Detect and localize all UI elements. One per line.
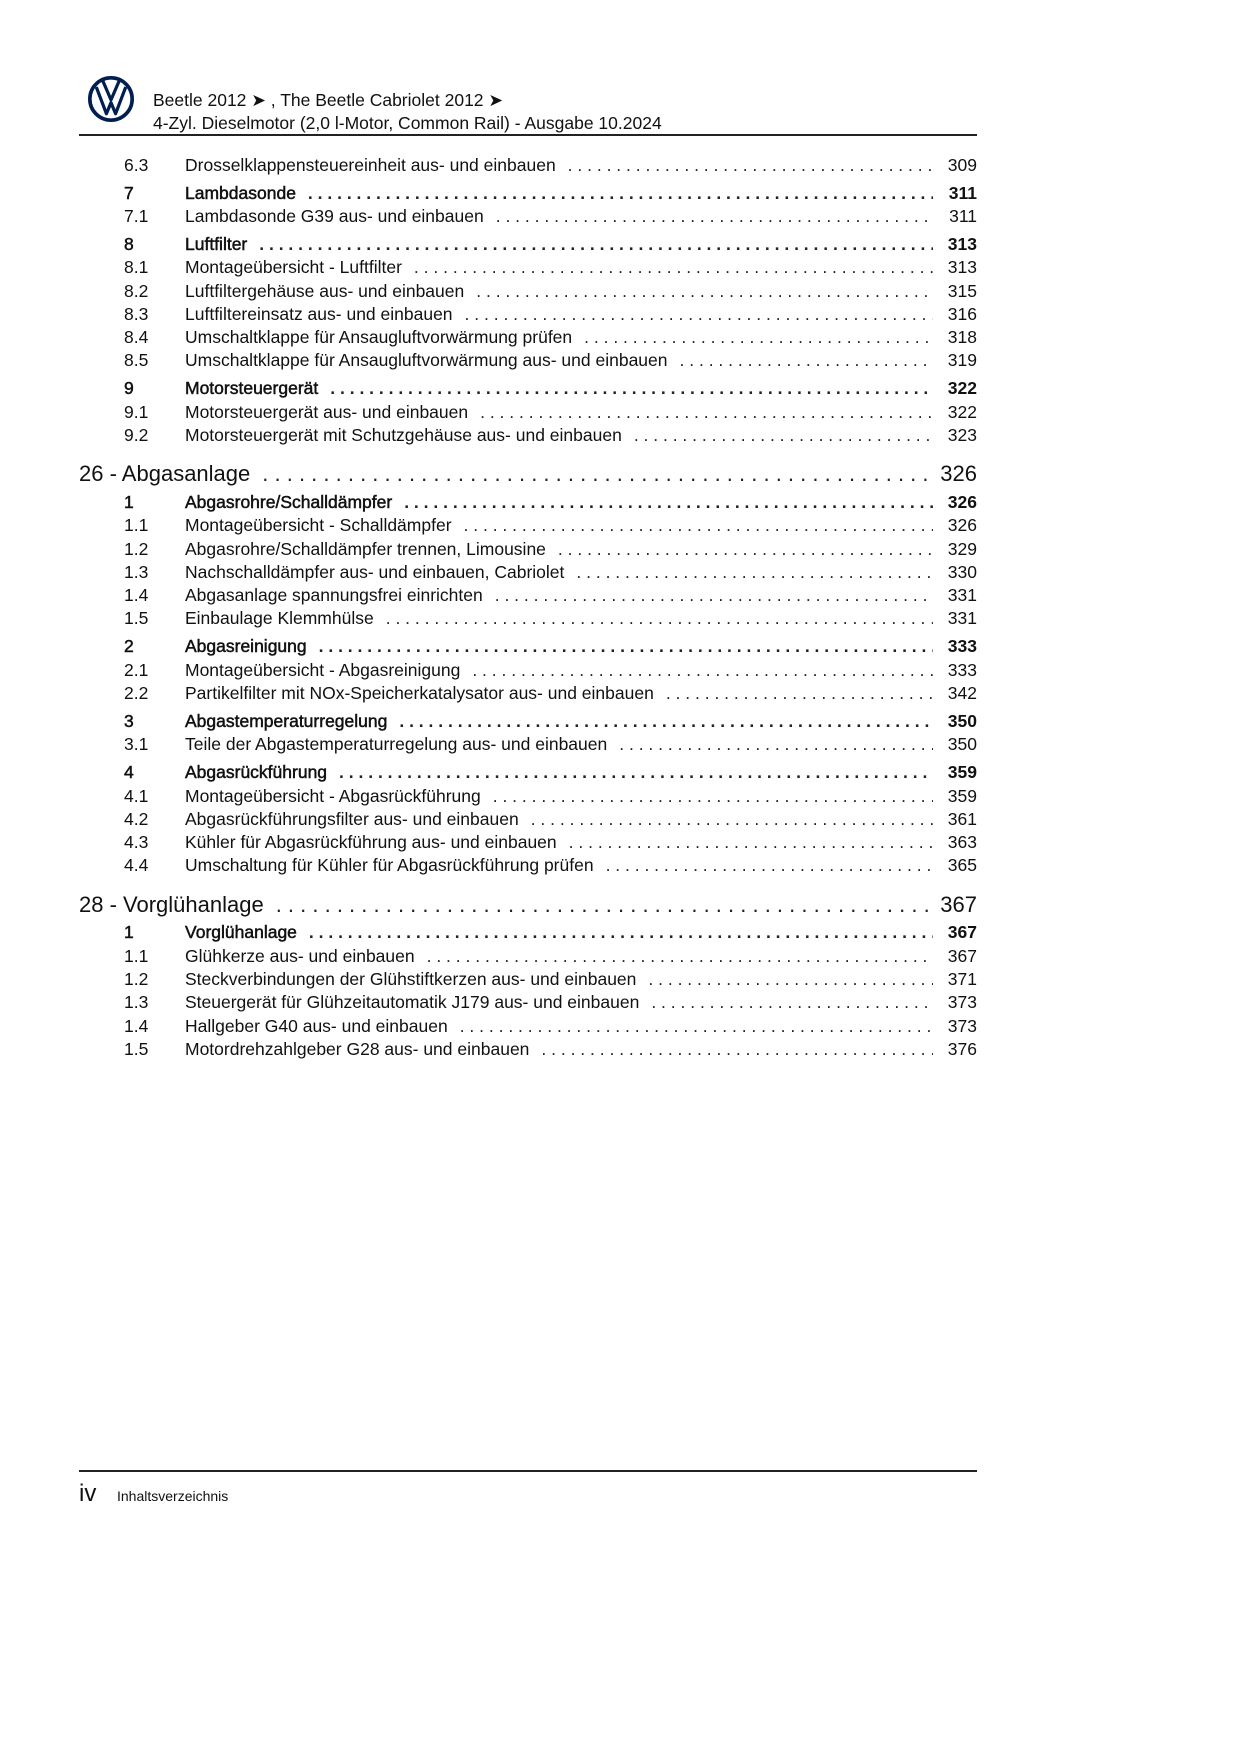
toc-page: 342 bbox=[947, 683, 977, 703]
toc-leader bbox=[606, 855, 933, 876]
toc-number: 1.2 bbox=[124, 538, 149, 559]
toc-leader bbox=[493, 786, 933, 807]
toc-entry-sub[interactable] bbox=[79, 537, 977, 560]
toc-number: 2 bbox=[124, 636, 134, 657]
toc-entry-sub[interactable] bbox=[79, 424, 977, 447]
toc-entry-section[interactable] bbox=[79, 761, 977, 784]
toc-leader bbox=[584, 327, 933, 348]
toc-title: Steckverbindungen der Glühstiftkerzen aus- und einbauen bbox=[185, 969, 637, 990]
toc-title: Hallgeber G40 aus- und einbauen bbox=[185, 1015, 448, 1036]
toc-entry-sub[interactable] bbox=[79, 205, 977, 228]
toc-page: 329 bbox=[947, 538, 977, 559]
toc-leader bbox=[308, 183, 933, 204]
toc-title: Drosselklappensteuereinheit aus- und einbauen bbox=[185, 154, 556, 175]
toc-number: 1.1 bbox=[124, 515, 149, 536]
toc-leader bbox=[496, 206, 933, 227]
toc-page: 315 bbox=[947, 280, 977, 301]
toc-leader bbox=[476, 281, 933, 302]
header-subtitle: 4-Zyl. Dieselmotor (2,0 l-Motor, Common Rail) - Ausgabe 10.2024 bbox=[153, 113, 662, 133]
toc-entry-sub[interactable] bbox=[79, 326, 977, 349]
toc-title: Einbaulage Klemmhülse bbox=[185, 608, 374, 629]
toc-page: 318 bbox=[947, 327, 977, 348]
header-title: Beetle 2012 ➤ , The Beetle Cabriolet 2012 ➤ bbox=[153, 90, 504, 110]
toc-leader bbox=[386, 608, 933, 629]
toc-entry-chapter[interactable] bbox=[79, 893, 977, 916]
toc-leader bbox=[495, 585, 933, 606]
toc-page: 333 bbox=[947, 659, 977, 680]
toc-leader bbox=[262, 461, 928, 487]
toc-entry-sub[interactable] bbox=[79, 561, 977, 584]
toc-entry-section[interactable] bbox=[79, 710, 977, 733]
toc-entry-sub[interactable] bbox=[79, 991, 977, 1014]
toc-page: 350 bbox=[947, 734, 977, 755]
toc-title: Motorsteuergerät aus- und einbauen bbox=[185, 401, 469, 422]
toc-title: Lambdasonde G39 aus- und einbauen bbox=[185, 205, 484, 226]
toc-leader bbox=[569, 832, 933, 853]
toc-number: 2.1 bbox=[124, 659, 149, 680]
toc-title: Teile der Abgastemperaturregelung aus- und einbauen bbox=[185, 734, 608, 755]
toc-page: 331 bbox=[947, 585, 977, 606]
toc-title: Montageübersicht - Schalldämpfer bbox=[185, 515, 452, 536]
toc-number: 1 bbox=[124, 922, 134, 943]
toc-leader bbox=[404, 492, 933, 513]
toc-number: 6.3 bbox=[124, 154, 149, 175]
toc-number: 9 bbox=[124, 378, 134, 399]
toc-leader bbox=[464, 515, 933, 536]
toc-page: 367 bbox=[940, 891, 977, 917]
toc-number: 1.1 bbox=[124, 945, 149, 966]
toc-number: 4.4 bbox=[124, 855, 149, 876]
toc-page: 319 bbox=[947, 350, 977, 371]
toc-title: Steuergerät für Glühzeitautomatik J179 aus- und einbauen bbox=[185, 992, 640, 1013]
toc-leader bbox=[414, 257, 933, 278]
toc-title: Montageübersicht - Abgasreinigung bbox=[185, 659, 461, 680]
toc-number: 8 bbox=[124, 233, 134, 254]
toc-title: Kühler für Abgasrückführung aus- und einbauen bbox=[185, 832, 557, 853]
toc-page: 326 bbox=[940, 461, 977, 487]
toc-title: Abgasrohre/Schalldämpfer bbox=[185, 491, 393, 512]
vw-logo-icon bbox=[88, 76, 134, 122]
toc-number: 8.1 bbox=[124, 257, 149, 278]
toc-title: Umschaltklappe für Ansaugluftvorwärmung prüfen bbox=[185, 327, 573, 348]
toc-entry-sub[interactable] bbox=[79, 256, 977, 279]
footer-page-number: iv bbox=[79, 1480, 97, 1507]
toc-title: Abgasrückführung bbox=[185, 762, 328, 783]
toc-title: Lambdasonde bbox=[185, 182, 296, 203]
toc-entry-sub[interactable] bbox=[79, 682, 977, 705]
toc-page: 313 bbox=[947, 233, 977, 254]
toc-page: 376 bbox=[947, 1038, 977, 1059]
toc-leader bbox=[531, 809, 933, 830]
toc-number: 7.1 bbox=[124, 205, 149, 226]
toc-title: Abgasrückführungsfilter aus- und einbauen bbox=[185, 808, 519, 829]
toc-title: Umschaltung für Kühler für Abgasrückführung prüfen bbox=[185, 855, 594, 876]
toc-entry-sub[interactable] bbox=[79, 154, 977, 177]
toc-title: 26 - Abgasanlage bbox=[79, 461, 251, 487]
toc-title: Abgasrohre/Schalldämpfer trennen, Limousine bbox=[185, 538, 546, 559]
toc-entry-sub[interactable] bbox=[79, 349, 977, 372]
toc-page: 361 bbox=[947, 808, 977, 829]
toc-leader bbox=[460, 1016, 933, 1037]
toc-entry-sub[interactable] bbox=[79, 808, 977, 831]
toc-entry-chapter[interactable] bbox=[79, 463, 977, 486]
toc-number: 9.1 bbox=[124, 401, 149, 422]
toc-entry-sub[interactable] bbox=[79, 1014, 977, 1037]
toc-leader bbox=[651, 992, 933, 1013]
footer-label: Inhaltsverzeichnis bbox=[117, 1488, 229, 1504]
toc-number: 9.2 bbox=[124, 424, 149, 445]
toc-number: 1.3 bbox=[124, 561, 149, 582]
toc-number: 8.4 bbox=[124, 327, 149, 348]
toc-entry-section[interactable] bbox=[79, 377, 977, 400]
toc-number: 8.5 bbox=[124, 350, 149, 371]
toc-title: Montageübersicht - Luftfilter bbox=[185, 257, 402, 278]
toc-title: Abgastemperaturregelung bbox=[185, 710, 388, 731]
toc-title: Nachschalldämpfer aus- und einbauen, Cabriolet bbox=[185, 561, 565, 582]
toc-title: Glühkerze aus- und einbauen bbox=[185, 945, 415, 966]
toc-number: 1.4 bbox=[124, 585, 149, 606]
toc-page: 371 bbox=[947, 969, 977, 990]
toc-page: 367 bbox=[947, 945, 977, 966]
toc-entry-sub[interactable] bbox=[79, 1038, 977, 1061]
toc-page: 311 bbox=[949, 205, 977, 226]
toc-title: 28 - Vorglühanlage bbox=[79, 891, 264, 917]
toc-number: 1.5 bbox=[124, 1038, 149, 1059]
toc-title: Luftfilter bbox=[185, 233, 248, 254]
toc-number: 3 bbox=[124, 710, 134, 731]
toc-title: Umschaltklappe für Ansaugluftvorwärmung aus- und einbauen bbox=[185, 350, 668, 371]
toc-page: 322 bbox=[947, 401, 977, 422]
toc-number: 1 bbox=[124, 491, 134, 512]
footer-divider bbox=[79, 1470, 977, 1472]
toc-number: 3.1 bbox=[124, 734, 149, 755]
toc-entry-sub[interactable] bbox=[79, 401, 977, 424]
toc-title: Montageübersicht - Abgasrückführung bbox=[185, 785, 481, 806]
toc-number: 2.2 bbox=[124, 683, 149, 703]
toc-page: 323 bbox=[947, 424, 977, 445]
toc-number: 4.1 bbox=[124, 785, 149, 806]
toc-title: Motordrehzahlgeber G28 aus- und einbauen bbox=[185, 1038, 530, 1059]
toc-title: Abgasreinigung bbox=[185, 636, 307, 657]
toc-leader bbox=[319, 636, 933, 657]
toc-number: 8.2 bbox=[124, 280, 149, 301]
toc-number: 4 bbox=[124, 762, 134, 783]
toc-leader bbox=[427, 946, 933, 967]
toc-number: 4.2 bbox=[124, 808, 149, 829]
toc-entry-section[interactable] bbox=[79, 233, 977, 256]
toc-page: 326 bbox=[947, 491, 977, 512]
toc-page: 333 bbox=[947, 636, 977, 657]
toc-leader bbox=[330, 378, 933, 399]
toc-entry-sub[interactable] bbox=[79, 945, 977, 968]
toc-title: Luftfiltergehäuse aus- und einbauen bbox=[185, 280, 465, 301]
toc-entry-section[interactable] bbox=[79, 635, 977, 658]
toc-entry-sub[interactable] bbox=[79, 659, 977, 682]
toc-page: 330 bbox=[947, 561, 977, 582]
toc-number: 8.3 bbox=[124, 303, 149, 324]
toc-leader bbox=[541, 1039, 933, 1060]
toc-leader bbox=[399, 711, 933, 732]
toc-entry-sub[interactable] bbox=[79, 784, 977, 807]
toc-number: 7 bbox=[124, 182, 134, 203]
toc-page: 373 bbox=[947, 992, 977, 1013]
toc-page: 365 bbox=[947, 855, 977, 876]
toc-page: 363 bbox=[947, 832, 977, 853]
toc-page: 367 bbox=[947, 922, 977, 943]
toc-leader bbox=[666, 683, 933, 704]
toc-page: 311 bbox=[948, 182, 977, 203]
toc-leader bbox=[276, 892, 929, 918]
toc-title: Motorsteuergerät bbox=[185, 378, 319, 399]
toc-number: 4.3 bbox=[124, 832, 149, 853]
toc-title: Vorglühanlage bbox=[185, 922, 297, 943]
toc-leader bbox=[259, 234, 933, 255]
toc-entry-sub[interactable] bbox=[79, 279, 977, 302]
toc-page: 359 bbox=[947, 785, 977, 806]
toc-page: 326 bbox=[947, 515, 977, 536]
toc-page: 359 bbox=[947, 762, 977, 783]
toc-number: 1.3 bbox=[124, 992, 149, 1013]
toc-page: 309 bbox=[947, 154, 977, 175]
toc-entry-sub[interactable] bbox=[79, 303, 977, 326]
toc-entry-sub[interactable] bbox=[79, 968, 977, 991]
header-divider bbox=[79, 134, 977, 136]
toc-title: Partikelfilter mit NOx-Speicherkatalysator aus- und einbauen bbox=[185, 683, 654, 703]
toc-title: Motorsteuergerät mit Schutzgehäuse aus- und einbauen bbox=[185, 424, 622, 445]
toc-leader bbox=[339, 762, 933, 783]
toc-leader bbox=[680, 350, 933, 371]
toc-page: 350 bbox=[947, 710, 977, 731]
toc-page: 331 bbox=[947, 608, 977, 629]
toc-entry-section[interactable] bbox=[79, 491, 977, 514]
toc-entry-sub[interactable] bbox=[79, 831, 977, 854]
table-of-contents bbox=[79, 154, 977, 1062]
toc-entry-section[interactable] bbox=[79, 181, 977, 204]
toc-title: Abgasanlage spannungsfrei einrichten bbox=[185, 585, 483, 606]
toc-leader bbox=[558, 539, 933, 560]
toc-entry-section[interactable] bbox=[79, 921, 977, 944]
toc-title: Luftfiltereinsatz aus- und einbauen bbox=[185, 303, 453, 324]
toc-leader bbox=[576, 562, 933, 583]
toc-entry-sub[interactable] bbox=[79, 607, 977, 630]
toc-leader bbox=[634, 425, 933, 446]
toc-entry-sub[interactable] bbox=[79, 514, 977, 537]
toc-leader bbox=[648, 969, 933, 990]
toc-page: 313 bbox=[947, 257, 977, 278]
toc-number: 1.2 bbox=[124, 969, 149, 990]
toc-entry-sub[interactable] bbox=[79, 584, 977, 607]
toc-leader bbox=[472, 660, 933, 681]
toc-page: 316 bbox=[947, 303, 977, 324]
toc-entry-sub[interactable] bbox=[79, 733, 977, 756]
toc-leader bbox=[619, 734, 933, 755]
toc-leader bbox=[568, 155, 933, 176]
toc-entry-sub[interactable] bbox=[79, 854, 977, 877]
toc-number: 1.4 bbox=[124, 1015, 149, 1036]
toc-leader bbox=[465, 304, 933, 325]
toc-number: 1.5 bbox=[124, 608, 149, 629]
toc-page: 373 bbox=[947, 1015, 977, 1036]
toc-page: 322 bbox=[947, 378, 977, 399]
toc-leader bbox=[309, 922, 933, 943]
toc-leader bbox=[480, 402, 933, 423]
